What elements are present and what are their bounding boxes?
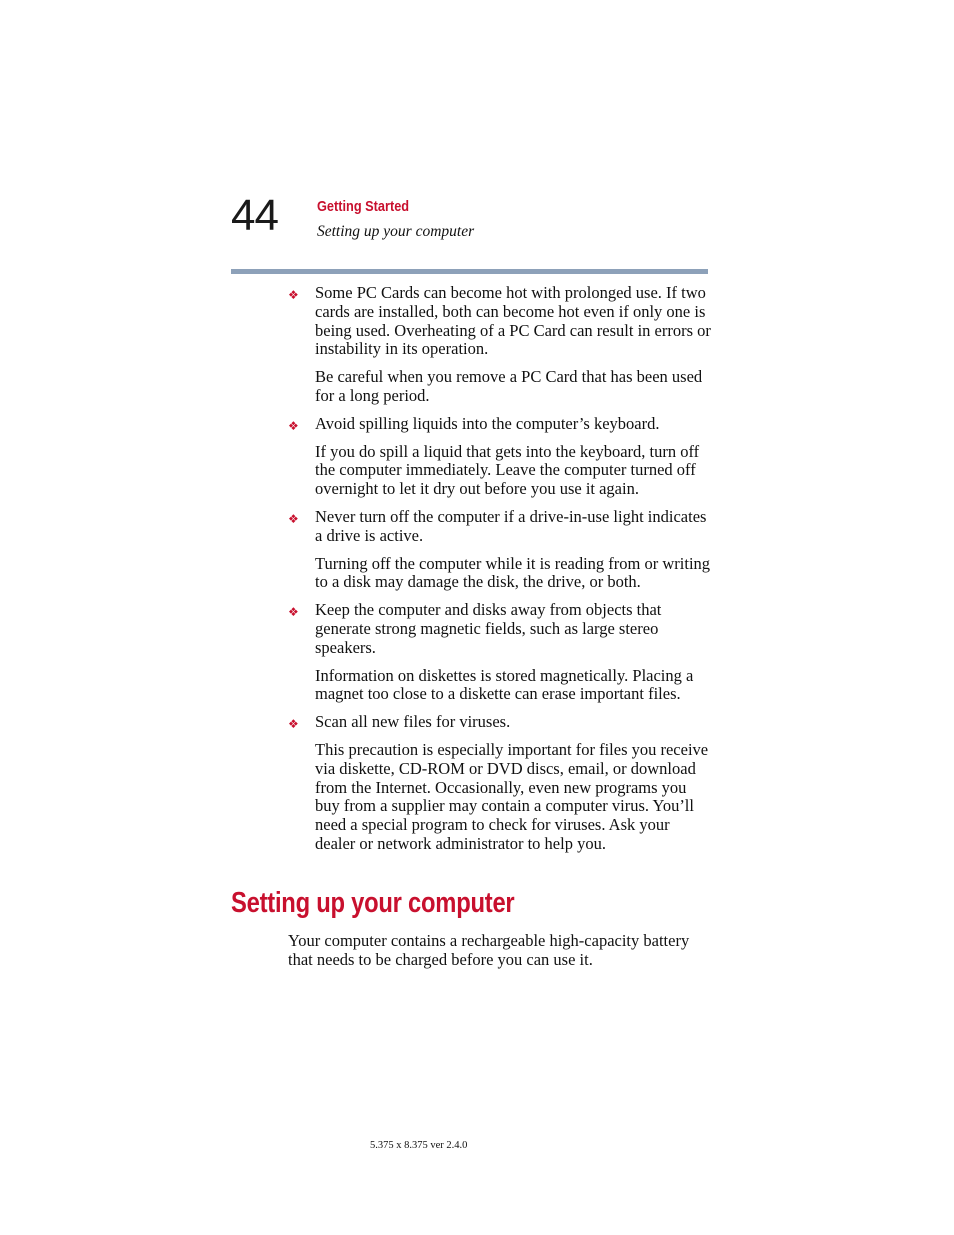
bullet-text: Never turn off the computer if a drive-in-use light indicates a drive is active. [315,506,707,545]
diamond-bullet-icon: ❖ [288,511,299,526]
diamond-bullet-icon: ❖ [288,605,299,620]
page-number: 44 [231,191,278,240]
bullet-text: Scan all new files for viruses. [315,712,511,732]
note-text: Information on diskettes is stored magnetically. Placing a magnet too close to a diskette can erase important files. [315,665,694,704]
diamond-bullet-icon: ❖ [288,418,299,433]
list-item [288,508,713,546]
header-rule [231,269,708,274]
list-item [288,601,713,657]
note-text: Turning off the computer while it is reading from or writing to a disk may damage the disk, the drive, or both. [315,553,711,592]
note-text: This precaution is especially important for files you receive via diskette, CD-ROM or DVD discs, email, or download from the Internet. Occasionally, even new programs you buy from a supplier may contain a computer virus. You’ll need a special program to check for viruses. Ask your dealer or network administrator to help you. [315,739,709,853]
section-subtitle: Setting up your computer [317,223,475,240]
bullet-text: Some PC Cards can become hot with prolonged use. If two cards are installed, both can become hot even if only one is being used. Overheating of a PC Card can result in errors or instability in its operation. [315,283,711,359]
note-text: Be careful when you remove a PC Card that has been used for a long period. [315,367,703,405]
bullet-text: Keep the computer and disks away from objects that generate strong magnetic fields, such as large stereo speakers. [315,600,662,657]
diamond-bullet-icon: ❖ [288,288,299,302]
chapter-title: Getting Started [317,198,410,215]
list-item [288,284,713,359]
note-text: If you do spill a liquid that gets into the keyboard, turn off the computer immediately. Leave the computer turned off overnight to let it dry out before you use it again. [315,441,700,499]
list-item [288,713,713,732]
list-item [288,415,713,434]
bullet-text: Avoid spilling liquids into the computer’s keyboard. [315,413,660,433]
diamond-bullet-icon: ❖ [288,717,299,732]
section-intro: Your computer contains a rechargeable high-capacity battery that needs to be charged before you can use it. [288,931,690,969]
precautions-list [288,284,713,863]
page-footer: 5.375 x 8.375 ver 2.4.0 [370,1140,468,1151]
section-heading: Setting up your computer [231,887,515,919]
